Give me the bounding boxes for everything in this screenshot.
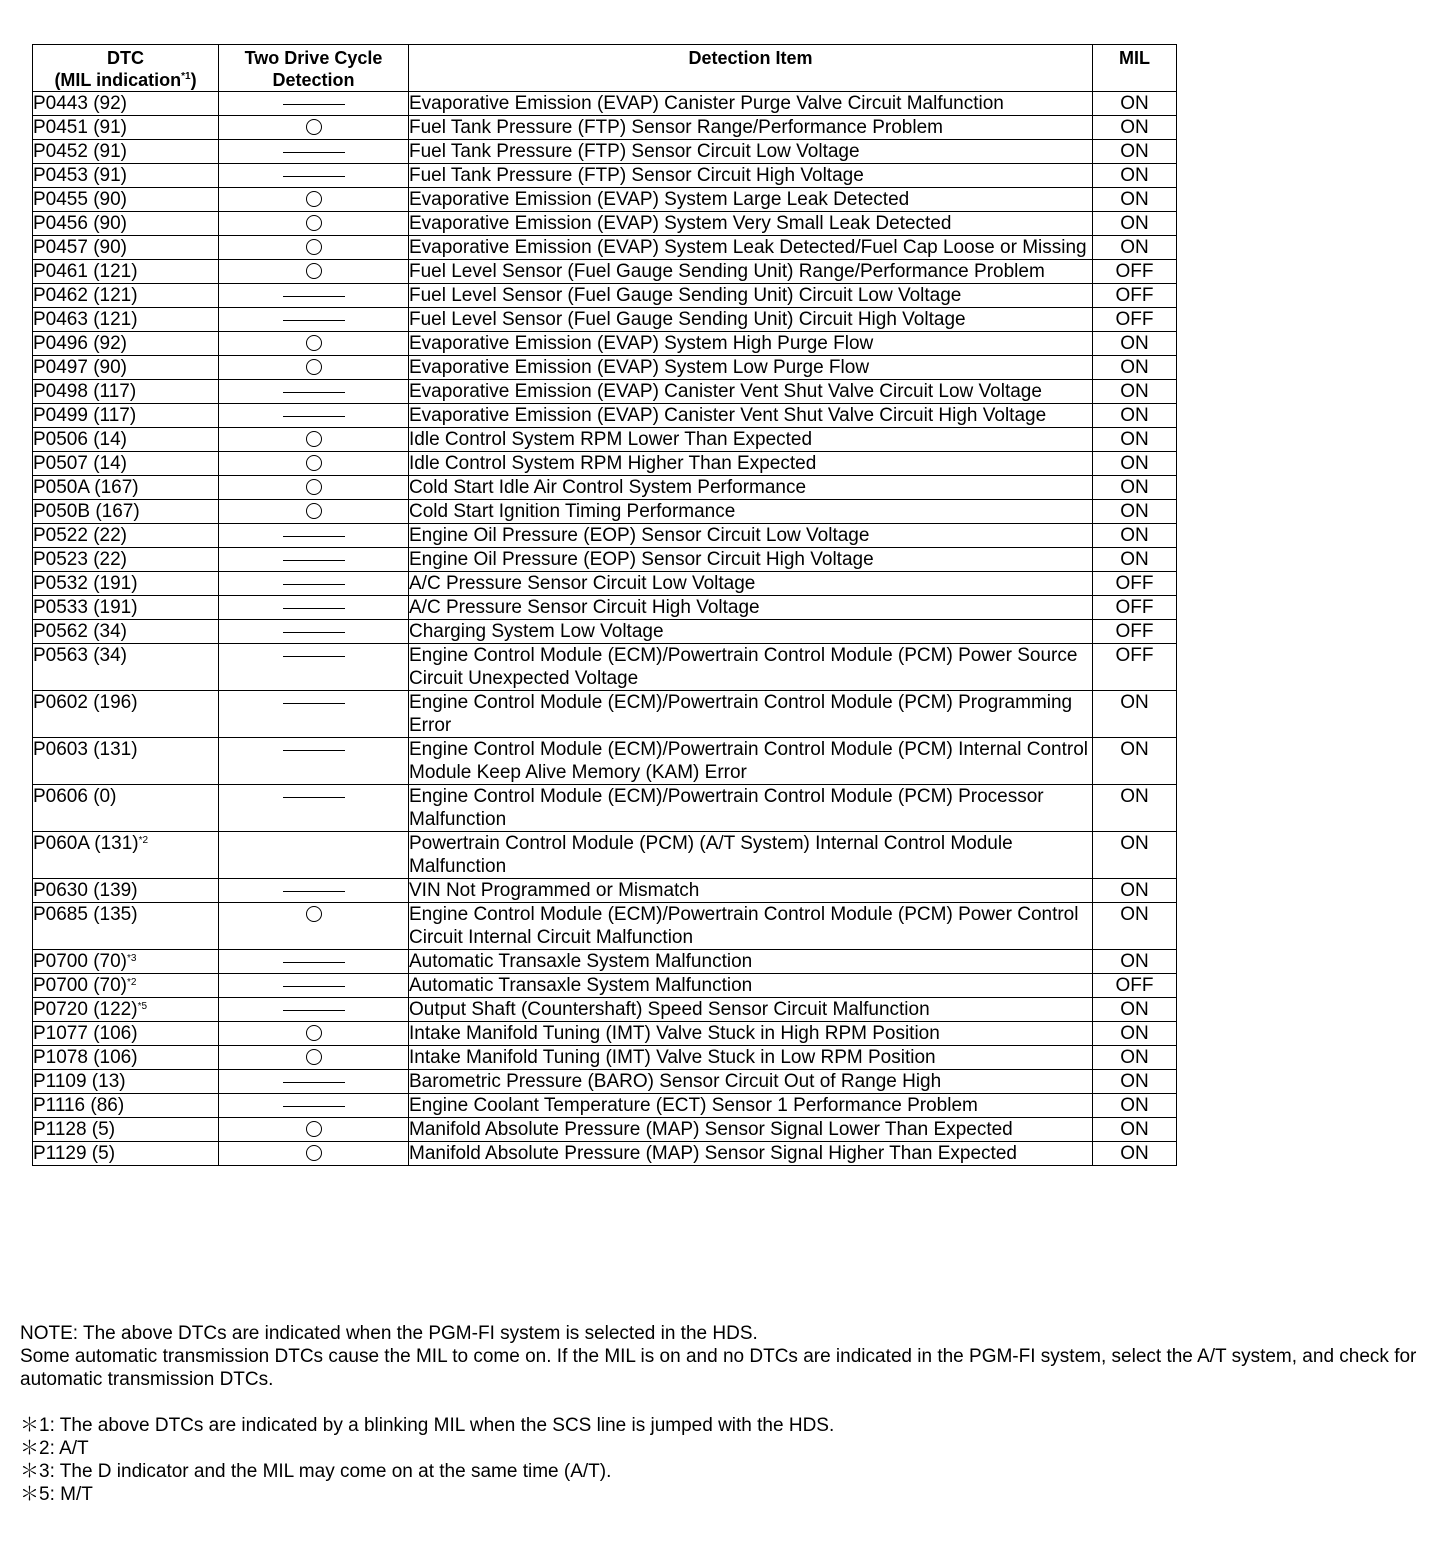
detection-item-cell: Fuel Tank Pressure (FTP) Sensor Range/Performance Problem [409, 116, 1093, 140]
detection-item-cell: Evaporative Emission (EVAP) Canister Purge Valve Circuit Malfunction [409, 92, 1093, 116]
two-drive-cycle-cell [219, 380, 409, 404]
mil-cell: ON [1093, 380, 1177, 404]
dtc-cell [33, 1118, 219, 1142]
header-dtc-sub-close: ) [190, 70, 197, 90]
mil-cell: ON [1093, 404, 1177, 428]
circle-icon [306, 191, 322, 207]
note-line-2: Some automatic transmission DTCs cause the MIL to come on. If the MIL is on and no DTCs are indicated in the PGM-FI system, select the A/T system, and check for automatic transmission DTCs. [20, 1346, 1417, 1390]
dtc-cell [33, 308, 219, 332]
mil-cell: ON [1093, 832, 1177, 879]
dtc-cell [33, 332, 219, 356]
two-drive-cycle-cell [219, 596, 409, 620]
detection-item-cell: Fuel Level Sensor (Fuel Gauge Sending Unit) Circuit High Voltage [409, 308, 1093, 332]
dash-icon [283, 750, 345, 751]
mil-cell: ON [1093, 188, 1177, 212]
mil-cell: ON [1093, 1118, 1177, 1142]
table-row [33, 1070, 1177, 1094]
header-dtc-sub-text: (MIL indication [54, 70, 182, 90]
dtc-cell [33, 140, 219, 164]
dash-icon [283, 392, 345, 393]
dtc-cell [33, 116, 219, 140]
dtc-code: P0630 (139) [33, 880, 138, 901]
table-row [33, 92, 1177, 116]
detection-item-cell: A/C Pressure Sensor Circuit Low Voltage [409, 572, 1093, 596]
two-drive-cycle-cell [219, 164, 409, 188]
table-row [33, 903, 1177, 950]
mil-cell: OFF [1093, 596, 1177, 620]
detection-item-cell: Evaporative Emission (EVAP) System Large Leak Detected [409, 188, 1093, 212]
two-drive-cycle-cell [219, 452, 409, 476]
two-drive-cycle-cell [219, 950, 409, 974]
detection-item-cell: Engine Control Module (ECM)/Powertrain Control Module (PCM) Power Control Circuit Internal Circuit Malfunction [409, 903, 1093, 950]
dtc-code: P0602 (196) [33, 692, 138, 713]
dtc-code: P0563 (34) [33, 645, 128, 666]
dtc-code: P0451 (91) [33, 117, 128, 138]
dtc-table [32, 44, 1177, 1166]
dtc-code: P1078 (106) [33, 1047, 138, 1068]
footnote: ＊3: The D indicator and the MIL may come on at the same time (A/T). [20, 1461, 612, 1482]
dtc-code: P0507 (14) [33, 453, 128, 474]
mil-cell: ON [1093, 548, 1177, 572]
mil-cell: ON [1093, 785, 1177, 832]
dash-icon [283, 176, 345, 177]
mil-cell: ON [1093, 1070, 1177, 1094]
notes-section [20, 1322, 1420, 1391]
table-row [33, 974, 1177, 998]
circle-icon [306, 479, 322, 495]
mil-cell: ON [1093, 500, 1177, 524]
footnote: ＊5: M/T [20, 1484, 93, 1505]
header-two-drive-cycle: Two Drive Cycle Detection [219, 45, 409, 92]
mil-cell: ON [1093, 236, 1177, 260]
detection-item-cell: Fuel Level Sensor (Fuel Gauge Sending Unit) Range/Performance Problem [409, 260, 1093, 284]
dtc-cell [33, 188, 219, 212]
dtc-code: P0457 (90) [33, 237, 128, 258]
dtc-cell [33, 380, 219, 404]
two-drive-cycle-cell [219, 188, 409, 212]
detection-item-cell: Fuel Tank Pressure (FTP) Sensor Circuit Low Voltage [409, 140, 1093, 164]
dtc-code: P050A (167) [33, 477, 139, 498]
dtc-code: P0461 (121) [33, 261, 138, 282]
mil-cell: OFF [1093, 620, 1177, 644]
mil-cell: OFF [1093, 644, 1177, 691]
two-drive-cycle-cell [219, 879, 409, 903]
mil-cell: ON [1093, 428, 1177, 452]
footnote: ＊2: A/T [20, 1438, 89, 1459]
dtc-code: P0443 (92) [33, 93, 128, 114]
dash-icon [283, 1082, 345, 1083]
detection-item-cell: Evaporative Emission (EVAP) Canister Vent Shut Valve Circuit Low Voltage [409, 380, 1093, 404]
footnote: ＊1: The above DTCs are indicated by a blinking MIL when the SCS line is jumped with the HDS. [20, 1415, 835, 1436]
table-row [33, 1118, 1177, 1142]
two-drive-cycle-cell [219, 212, 409, 236]
two-drive-cycle-cell [219, 1022, 409, 1046]
table-row [33, 620, 1177, 644]
table-row [33, 164, 1177, 188]
mil-cell: ON [1093, 476, 1177, 500]
mil-cell: ON [1093, 998, 1177, 1022]
footnotes-section [20, 1414, 1420, 1506]
table-row [33, 879, 1177, 903]
dash-icon [283, 608, 345, 609]
mil-cell: ON [1093, 1094, 1177, 1118]
mil-cell: ON [1093, 356, 1177, 380]
dtc-code: P0523 (22) [33, 549, 128, 570]
mil-cell: ON [1093, 332, 1177, 356]
dash-icon [283, 891, 345, 892]
dtc-cell [33, 500, 219, 524]
header-mil: MIL [1093, 45, 1177, 92]
header-dtc-sup: *1 [181, 71, 191, 82]
detection-item-cell: Fuel Level Sensor (Fuel Gauge Sending Unit) Circuit Low Voltage [409, 284, 1093, 308]
mil-cell: OFF [1093, 572, 1177, 596]
dtc-code: P0499 (117) [33, 405, 137, 426]
two-drive-cycle-cell [219, 308, 409, 332]
dtc-code: P0532 (191) [33, 573, 138, 594]
dtc-cell [33, 572, 219, 596]
dtc-code: P0455 (90) [33, 189, 128, 210]
dash-icon [283, 104, 345, 105]
table-body [33, 92, 1177, 1166]
two-drive-cycle-cell [219, 332, 409, 356]
table-row [33, 116, 1177, 140]
dtc-footnote-ref: *5 [137, 1001, 148, 1012]
two-drive-cycle-cell [219, 140, 409, 164]
two-drive-cycle-cell [219, 785, 409, 832]
dtc-cell [33, 998, 219, 1022]
table-row [33, 500, 1177, 524]
detection-item-cell: Engine Coolant Temperature (ECT) Sensor 1 Performance Problem [409, 1094, 1093, 1118]
two-drive-cycle-cell [219, 260, 409, 284]
header-detection-item: Detection Item [409, 45, 1093, 92]
circle-icon [306, 455, 322, 471]
dtc-cell [33, 212, 219, 236]
dtc-cell [33, 691, 219, 738]
two-drive-cycle-cell [219, 524, 409, 548]
dash-icon [283, 536, 345, 537]
circle-icon [306, 503, 322, 519]
two-drive-cycle-cell [219, 738, 409, 785]
detection-item-cell: Engine Control Module (ECM)/Powertrain Control Module (PCM) Programming Error [409, 691, 1093, 738]
two-drive-cycle-cell [219, 832, 409, 879]
circle-icon [306, 215, 322, 231]
mil-cell: OFF [1093, 284, 1177, 308]
table-row [33, 356, 1177, 380]
table-row [33, 832, 1177, 879]
dash-icon [283, 703, 345, 704]
table-row [33, 738, 1177, 785]
two-drive-cycle-cell [219, 236, 409, 260]
dtc-code: P0453 (91) [33, 165, 128, 186]
dtc-cell [33, 596, 219, 620]
dtc-code: P1128 (5) [33, 1119, 116, 1140]
dtc-footnote-ref: *2 [138, 835, 149, 846]
header-dtc-sub [33, 69, 218, 91]
detection-item-cell: Evaporative Emission (EVAP) System Very Small Leak Detected [409, 212, 1093, 236]
dtc-cell [33, 524, 219, 548]
detection-item-cell: A/C Pressure Sensor Circuit High Voltage [409, 596, 1093, 620]
two-drive-cycle-cell [219, 974, 409, 998]
table-row [33, 950, 1177, 974]
dtc-cell [33, 1142, 219, 1166]
table-row [33, 476, 1177, 500]
detection-item-cell: Manifold Absolute Pressure (MAP) Sensor Signal Lower Than Expected [409, 1118, 1093, 1142]
circle-icon [306, 1049, 322, 1065]
mil-cell: ON [1093, 879, 1177, 903]
dtc-code: P0700 (70) [33, 975, 128, 996]
dash-icon [283, 632, 345, 633]
dtc-cell [33, 950, 219, 974]
table-header-row [33, 45, 1177, 92]
table-row [33, 428, 1177, 452]
two-drive-cycle-cell [219, 476, 409, 500]
dtc-code: P1077 (106) [33, 1023, 138, 1044]
mil-cell: ON [1093, 1046, 1177, 1070]
dtc-code: P1129 (5) [33, 1143, 116, 1164]
dash-icon [283, 656, 345, 657]
dash-icon [283, 986, 345, 987]
dtc-code: P0533 (191) [33, 597, 138, 618]
dtc-code: P060A (131) [33, 833, 139, 854]
two-drive-cycle-cell [219, 284, 409, 308]
dash-icon [283, 584, 345, 585]
dtc-cell [33, 1046, 219, 1070]
mil-cell: ON [1093, 140, 1177, 164]
table-row [33, 524, 1177, 548]
two-drive-cycle-cell [219, 903, 409, 950]
dash-icon [283, 296, 345, 297]
dtc-cell [33, 832, 219, 879]
detection-item-cell: Idle Control System RPM Higher Than Expected [409, 452, 1093, 476]
detection-item-cell: Output Shaft (Countershaft) Speed Sensor Circuit Malfunction [409, 998, 1093, 1022]
two-drive-cycle-cell [219, 356, 409, 380]
dtc-cell [33, 879, 219, 903]
dtc-code: P1109 (13) [33, 1071, 126, 1092]
table-row [33, 1142, 1177, 1166]
dtc-cell [33, 974, 219, 998]
table-row [33, 140, 1177, 164]
table-row [33, 572, 1177, 596]
two-drive-cycle-cell [219, 116, 409, 140]
detection-item-cell: Evaporative Emission (EVAP) Canister Vent Shut Valve Circuit High Voltage [409, 404, 1093, 428]
dtc-cell [33, 548, 219, 572]
detection-item-cell: Evaporative Emission (EVAP) System Low Purge Flow [409, 356, 1093, 380]
dtc-code: P1116 (86) [33, 1095, 125, 1116]
table-row [33, 260, 1177, 284]
mil-cell: ON [1093, 92, 1177, 116]
detection-item-cell: Engine Control Module (ECM)/Powertrain Control Module (PCM) Power Source Circuit Unexpected Voltage [409, 644, 1093, 691]
table-row [33, 332, 1177, 356]
detection-item-cell: Charging System Low Voltage [409, 620, 1093, 644]
detection-item-cell: Engine Oil Pressure (EOP) Sensor Circuit High Voltage [409, 548, 1093, 572]
two-drive-cycle-cell [219, 1118, 409, 1142]
dash-icon [283, 152, 345, 153]
table-row [33, 785, 1177, 832]
detection-item-cell: VIN Not Programmed or Mismatch [409, 879, 1093, 903]
two-drive-cycle-cell [219, 998, 409, 1022]
dtc-code: P0603 (131) [33, 739, 138, 760]
mil-cell: ON [1093, 116, 1177, 140]
dash-icon [283, 1010, 345, 1011]
detection-item-cell: Intake Manifold Tuning (IMT) Valve Stuck in High RPM Position [409, 1022, 1093, 1046]
dtc-code: P0456 (90) [33, 213, 128, 234]
circle-icon [306, 1121, 322, 1137]
dtc-cell [33, 284, 219, 308]
mil-cell: ON [1093, 212, 1177, 236]
two-drive-cycle-cell [219, 500, 409, 524]
dtc-cell [33, 428, 219, 452]
dtc-cell [33, 1022, 219, 1046]
mil-cell: OFF [1093, 260, 1177, 284]
table-row [33, 1094, 1177, 1118]
circle-icon [306, 239, 322, 255]
dash-icon [283, 1106, 345, 1107]
two-drive-cycle-cell [219, 1046, 409, 1070]
dash-icon [283, 320, 345, 321]
dtc-code: P0562 (34) [33, 621, 128, 642]
detection-item-cell: Evaporative Emission (EVAP) System Leak Detected/Fuel Cap Loose or Missing [409, 236, 1093, 260]
dtc-code: P0506 (14) [33, 429, 128, 450]
dtc-cell [33, 738, 219, 785]
mil-cell: ON [1093, 691, 1177, 738]
mil-cell: ON [1093, 903, 1177, 950]
circle-icon [306, 431, 322, 447]
detection-item-cell: Intake Manifold Tuning (IMT) Valve Stuck in Low RPM Position [409, 1046, 1093, 1070]
dtc-code: P0720 (122) [33, 999, 138, 1020]
table-row [33, 308, 1177, 332]
dtc-code: P0497 (90) [33, 357, 128, 378]
detection-item-cell: Fuel Tank Pressure (FTP) Sensor Circuit High Voltage [409, 164, 1093, 188]
table-row [33, 1022, 1177, 1046]
two-drive-cycle-cell [219, 1142, 409, 1166]
dtc-code: P0462 (121) [33, 285, 138, 306]
table-row [33, 1046, 1177, 1070]
dtc-cell [33, 1070, 219, 1094]
table-row [33, 212, 1177, 236]
circle-icon [306, 906, 322, 922]
mil-cell: OFF [1093, 308, 1177, 332]
two-drive-cycle-cell [219, 572, 409, 596]
dash-icon [283, 560, 345, 561]
two-drive-cycle-cell [219, 548, 409, 572]
detection-item-cell: Powertrain Control Module (PCM) (A/T System) Internal Control Module Malfunction [409, 832, 1093, 879]
dtc-code: P050B (167) [33, 501, 140, 522]
mil-cell: ON [1093, 1022, 1177, 1046]
two-drive-cycle-cell [219, 404, 409, 428]
dtc-cell [33, 452, 219, 476]
two-drive-cycle-cell [219, 1070, 409, 1094]
circle-icon [306, 359, 322, 375]
dash-icon [283, 416, 345, 417]
dtc-cell [33, 644, 219, 691]
circle-icon [306, 263, 322, 279]
circle-icon [306, 1025, 322, 1041]
dtc-cell [33, 476, 219, 500]
mil-cell: ON [1093, 738, 1177, 785]
dtc-cell [33, 92, 219, 116]
two-drive-cycle-cell [219, 428, 409, 452]
detection-item-cell: Evaporative Emission (EVAP) System High Purge Flow [409, 332, 1093, 356]
dtc-cell [33, 260, 219, 284]
table-row [33, 380, 1177, 404]
table-row [33, 188, 1177, 212]
dtc-cell [33, 236, 219, 260]
circle-icon [306, 1145, 322, 1161]
table-row [33, 691, 1177, 738]
dtc-code: P0496 (92) [33, 333, 128, 354]
two-drive-cycle-cell [219, 691, 409, 738]
dtc-cell [33, 785, 219, 832]
dtc-cell [33, 903, 219, 950]
dtc-cell [33, 620, 219, 644]
mil-cell: ON [1093, 164, 1177, 188]
table-row [33, 236, 1177, 260]
dtc-cell [33, 164, 219, 188]
table-row [33, 998, 1177, 1022]
detection-item-cell: Barometric Pressure (BARO) Sensor Circuit Out of Range High [409, 1070, 1093, 1094]
dtc-cell [33, 404, 219, 428]
detection-item-cell: Idle Control System RPM Lower Than Expected [409, 428, 1093, 452]
table-row [33, 404, 1177, 428]
dtc-code: P0700 (70) [33, 951, 128, 972]
dtc-code: P0606 (0) [33, 786, 117, 807]
detection-item-cell: Engine Control Module (ECM)/Powertrain Control Module (PCM) Processor Malfunction [409, 785, 1093, 832]
mil-cell: OFF [1093, 974, 1177, 998]
table-row [33, 548, 1177, 572]
detection-item-cell: Manifold Absolute Pressure (MAP) Sensor Signal Higher Than Expected [409, 1142, 1093, 1166]
detection-item-cell: Automatic Transaxle System Malfunction [409, 974, 1093, 998]
note-line-1: NOTE: The above DTCs are indicated when the PGM-FI system is selected in the HDS. [20, 1323, 758, 1344]
header-dtc-label: DTC [107, 48, 144, 68]
dash-icon [283, 962, 345, 963]
detection-item-cell: Engine Control Module (ECM)/Powertrain Control Module (PCM) Internal Control Module Keep Alive Memory (KAM) Error [409, 738, 1093, 785]
mil-cell: ON [1093, 524, 1177, 548]
dtc-code: P0498 (117) [33, 381, 137, 402]
two-drive-cycle-cell [219, 644, 409, 691]
dash-icon [283, 797, 345, 798]
two-drive-cycle-cell [219, 1094, 409, 1118]
two-drive-cycle-cell [219, 92, 409, 116]
dtc-code: P0463 (121) [33, 309, 138, 330]
circle-icon [306, 119, 322, 135]
dtc-footnote-ref: *2 [127, 977, 137, 988]
detection-item-cell: Automatic Transaxle System Malfunction [409, 950, 1093, 974]
mil-cell: ON [1093, 452, 1177, 476]
dtc-code: P0685 (135) [33, 904, 138, 925]
mil-cell: ON [1093, 1142, 1177, 1166]
mil-cell: ON [1093, 950, 1177, 974]
table-row [33, 284, 1177, 308]
circle-icon [306, 335, 322, 351]
dtc-code: P0522 (22) [33, 525, 128, 546]
detection-item-cell: Engine Oil Pressure (EOP) Sensor Circuit Low Voltage [409, 524, 1093, 548]
dtc-cell [33, 356, 219, 380]
dtc-footnote-ref: *3 [127, 953, 137, 964]
dtc-code: P0452 (91) [33, 141, 128, 162]
detection-item-cell: Cold Start Ignition Timing Performance [409, 500, 1093, 524]
table-row [33, 452, 1177, 476]
detection-item-cell: Cold Start Idle Air Control System Performance [409, 476, 1093, 500]
table-row [33, 644, 1177, 691]
header-dtc [33, 45, 219, 92]
dtc-cell [33, 1094, 219, 1118]
table-row [33, 596, 1177, 620]
two-drive-cycle-cell [219, 620, 409, 644]
